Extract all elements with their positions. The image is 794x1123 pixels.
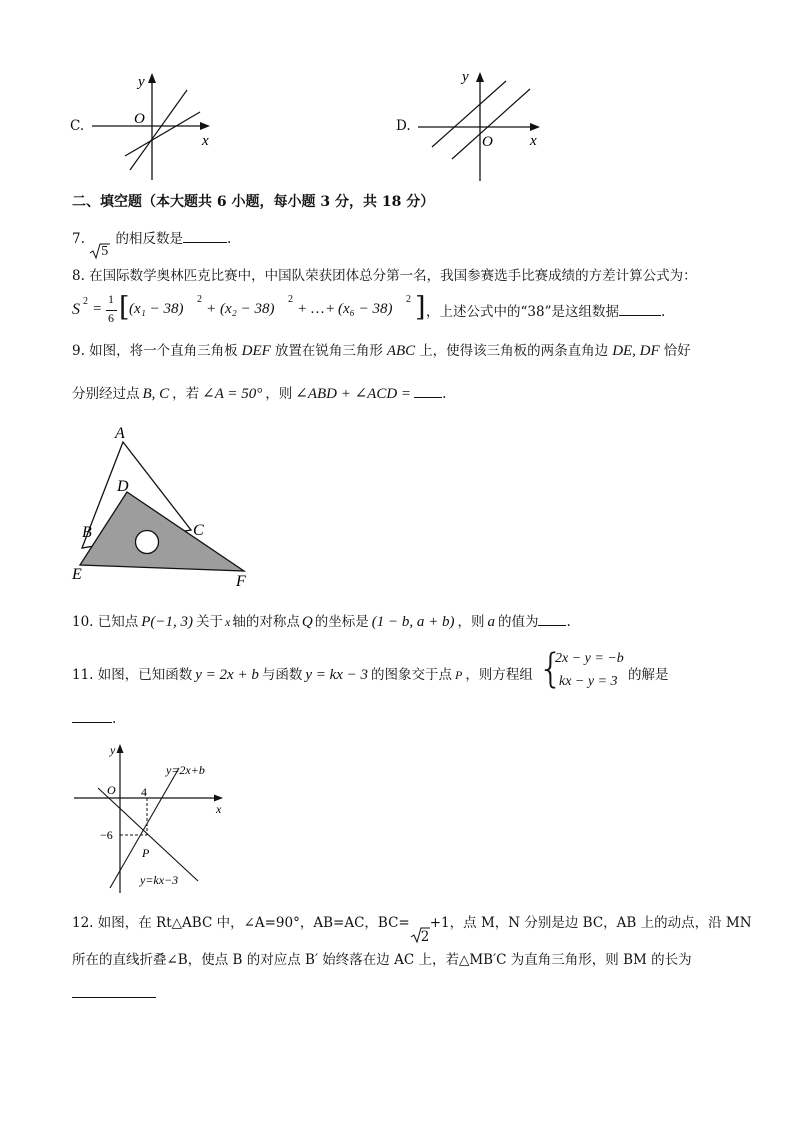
svg-text:y: y — [110, 743, 116, 757]
q8-term3: (x₆ − 38) — [338, 301, 393, 317]
q8-frac-den: 6 — [108, 311, 114, 325]
q7-end: . — [226, 231, 232, 247]
q9-line2: 分别经过点 B, C ，若 ∠A = 50° ，则 ∠ABD + ∠ACD = . — [72, 386, 447, 402]
q8-dots: … — [310, 301, 325, 317]
q12-line1: 12. 如图，在 Rt△ABC 中，∠A=90°，AB=AC，BC= 2 +1，点 M，N 分别是边 BC，AB 上的动点，沿 MN — [72, 915, 752, 945]
d-x-label: x — [530, 133, 537, 149]
q11-answer-line: . — [72, 709, 116, 729]
q8-term1: (x₁ − 38) — [129, 301, 184, 317]
svg-text:A: A — [115, 425, 125, 442]
q8-exp3: 2 — [406, 294, 411, 305]
q9-triangle-figure — [66, 420, 266, 595]
q8-answer-blank[interactable] — [619, 303, 661, 316]
q8-exp1: 2 — [197, 294, 202, 305]
q8-eq: = — [93, 301, 102, 317]
q8-s-sq: 2 — [83, 296, 88, 307]
q8-line1: 8. 在国际数学奥林匹克比赛中，中国队荣获团体总分第一名，我国参赛选手比赛成绩的方差计算公式为： — [72, 268, 697, 284]
q8-tail: ，上述公式中的“38”是这组数据 . — [426, 304, 666, 320]
setsquare-hole — [136, 531, 159, 554]
q8-plus3: + — [326, 301, 335, 317]
svg-text:y=2x+b: y=2x+b — [166, 763, 205, 777]
svg-text:O: O — [107, 783, 116, 797]
q11-graph — [70, 738, 240, 898]
q8-formula-line — [72, 293, 772, 329]
triangle-def-setsquare — [80, 492, 244, 571]
svg-text:D: D — [117, 478, 129, 495]
q10-answer-blank[interactable] — [538, 613, 566, 626]
q7-text: 的相反数是 — [115, 231, 183, 247]
q11-brace: { — [538, 646, 564, 692]
q7-radicand: 5 — [101, 244, 109, 259]
q9-answer-blank[interactable] — [414, 385, 442, 398]
svg-text:y=kx−3: y=kx−3 — [140, 873, 179, 887]
svg-text:E: E — [72, 566, 82, 583]
q11-tail: 的解是 — [628, 667, 669, 683]
q8-plus2: + — [298, 301, 307, 317]
q8-bracket-left: [ — [119, 292, 130, 323]
q11-answer-blank[interactable] — [72, 710, 112, 723]
q7-answer-blank[interactable] — [183, 230, 227, 243]
section-heading: 二、填空题（本大题共 6 小题，每小题 3 分，共 18 分） — [72, 194, 435, 210]
question-10: 10. 已知点 P(−1, 3) 关于 x 轴的对称点 Q 的坐标是 (1 − b, a + b) ，则 a 的值为 . — [72, 614, 571, 630]
svg-text:B: B — [82, 524, 92, 541]
q11-eq2: kx − y = 3 — [559, 674, 618, 689]
option-d-label: D. — [396, 118, 411, 134]
option-c-graph — [88, 68, 218, 183]
q8-exp2: 2 — [288, 294, 293, 305]
q7-number: 7. — [72, 231, 85, 247]
c-x-label: x — [202, 133, 209, 149]
option-d-graph — [416, 63, 546, 183]
question-11: 11. 如图，已知函数 y = 2x + b 与函数 y = kx − 3 的图象交于点 P ，则方程组 { 2x − y = −b kx − y = 3 的解是 — [72, 646, 669, 692]
q12-answer-blank[interactable] — [72, 997, 156, 998]
q9-line1: 9. 如图，将一个直角三角板 DEF 放置在锐角三角形 ABC 上，使得该三角板的两条直角边 DE, DF 恰好 — [72, 343, 691, 359]
line-kx-3 — [98, 788, 198, 881]
svg-text:F: F — [236, 573, 246, 590]
q8-term2: (x₂ − 38) — [220, 301, 275, 317]
d-origin-label: O — [482, 134, 493, 150]
q8-frac-num: 1 — [108, 292, 114, 306]
svg-text:P: P — [142, 846, 150, 860]
q8-s: S — [72, 301, 80, 318]
option-c-label: C. — [70, 118, 85, 134]
svg-text:−6: −6 — [100, 828, 113, 842]
c-origin-label: O — [134, 111, 145, 127]
q8-plus1: + — [207, 301, 216, 317]
svg-text:4: 4 — [141, 785, 147, 799]
q8-bracket-right: ] — [415, 292, 426, 323]
q12-line2: 所在的直线折叠∠B，使点 B 的对应点 B′ 始终落在边 AC 上，若△MB′C 为直角三角形，则 BM 的长为 — [72, 952, 692, 968]
q11-eq1: 2x − y = −b — [555, 651, 624, 666]
svg-text:C: C — [193, 522, 204, 539]
svg-text:x: x — [216, 802, 222, 816]
c-y-label: y — [138, 74, 145, 90]
d-y-label: y — [462, 69, 469, 85]
question-7 — [72, 229, 232, 259]
